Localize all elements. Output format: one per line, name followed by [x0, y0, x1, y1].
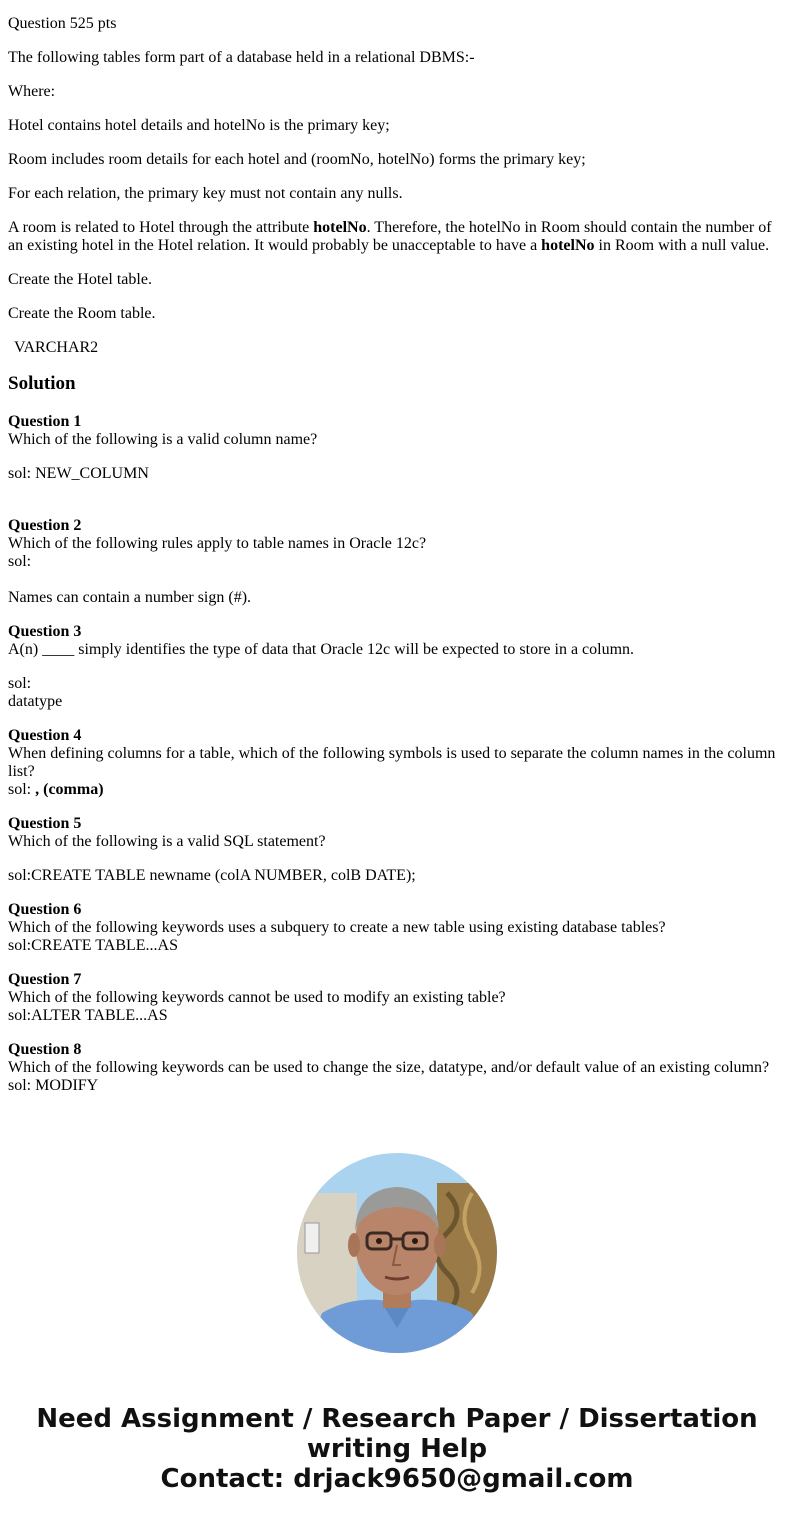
varchar-label: VARCHAR2: [14, 339, 99, 356]
question-text: Which of the following rules apply to table names in Oracle 12c?: [8, 535, 427, 552]
question-text: Which of the following keywords uses a subquery to create a new table using existing database tables?: [8, 919, 666, 936]
intro-paragraph: Hotel contains hotel details and hotelNo is the primary key;: [8, 117, 390, 134]
document-body: [8, 15, 786, 1111]
answer-text: sol:ALTER TABLE...AS: [8, 1007, 168, 1024]
question-block: [8, 815, 786, 885]
intro-paragraph: Where:: [8, 83, 56, 100]
answer-text: sol:CREATE TABLE newname (colA NUMBER, colB DATE);: [8, 867, 416, 884]
question-text: A(n) ____ simply identifies the type of data that Oracle 12c will be expected to store in a column.: [8, 641, 635, 658]
intro-paragraph: Room includes room details for each hotel and (roomNo, hotelNo) forms the primary key;: [8, 151, 586, 168]
question-block: [8, 413, 786, 501]
question-heading: Question 5: [8, 815, 82, 832]
answer-text: sol: MODIFY: [8, 1077, 99, 1094]
answer-text: sol:: [8, 675, 32, 692]
question-block: [8, 1041, 786, 1095]
question-block: [8, 971, 786, 1025]
question-heading: Question 6: [8, 901, 82, 918]
question-heading: Question 1: [8, 413, 82, 430]
question-heading: Question 2: [8, 517, 82, 534]
question-block: [8, 727, 786, 799]
question-block: [8, 517, 786, 607]
intro-paragraph: Create the Hotel table.: [8, 271, 152, 288]
answer-text: sol: , (comma): [8, 781, 104, 798]
contact-footer: [0, 1404, 794, 1494]
question-heading: Question 8: [8, 1041, 82, 1058]
question-heading: Question 3: [8, 623, 82, 640]
answer-detail: Names can contain a number sign (#).: [8, 589, 252, 606]
author-photo: [297, 1153, 497, 1353]
question-title: Question 525 pts: [8, 15, 117, 32]
intro-paragraph-hotelno: A room is related to Hotel through the attribute hotelNo. Therefore, the hotelNo in Room should contain the number of an existing hotel in the Hotel relation. It would probably be unacceptable to have a hotelNo in Room with a null value.: [8, 219, 772, 254]
answer-text: sol:CREATE TABLE...AS: [8, 937, 178, 954]
question-block: [8, 901, 786, 955]
answer-text: sol: NEW_COLUMN: [8, 465, 149, 482]
solution-heading: Solution: [8, 373, 76, 394]
footer-contact-email: Contact: drjack9650@gmail.com: [160, 1464, 634, 1494]
question-text: Which of the following keywords cannot be used to modify an existing table?: [8, 989, 506, 1006]
intro-paragraph: The following tables form part of a database held in a relational DBMS:-: [8, 49, 475, 66]
question-text: When defining columns for a table, which of the following symbols is used to separate the column names in the column list?: [8, 745, 776, 780]
intro-paragraph: Create the Room table.: [8, 305, 156, 322]
question-block: [8, 623, 786, 711]
question-text: Which of the following keywords can be used to change the size, datatype, and/or default value of an existing column?: [8, 1059, 770, 1076]
answer-text: sol:: [8, 553, 32, 570]
answer-detail: datatype: [8, 693, 63, 710]
portrait-image: [297, 1153, 497, 1353]
footer-line: Need Assignment / Research Paper / Dissertation: [36, 1404, 758, 1434]
footer-line: writing Help: [306, 1434, 488, 1464]
question-text: Which of the following is a valid SQL statement?: [8, 833, 326, 850]
question-heading: Question 4: [8, 727, 82, 744]
question-heading: Question 7: [8, 971, 82, 988]
question-text: Which of the following is a valid column name?: [8, 431, 318, 448]
intro-paragraph: For each relation, the primary key must not contain any nulls.: [8, 185, 403, 202]
